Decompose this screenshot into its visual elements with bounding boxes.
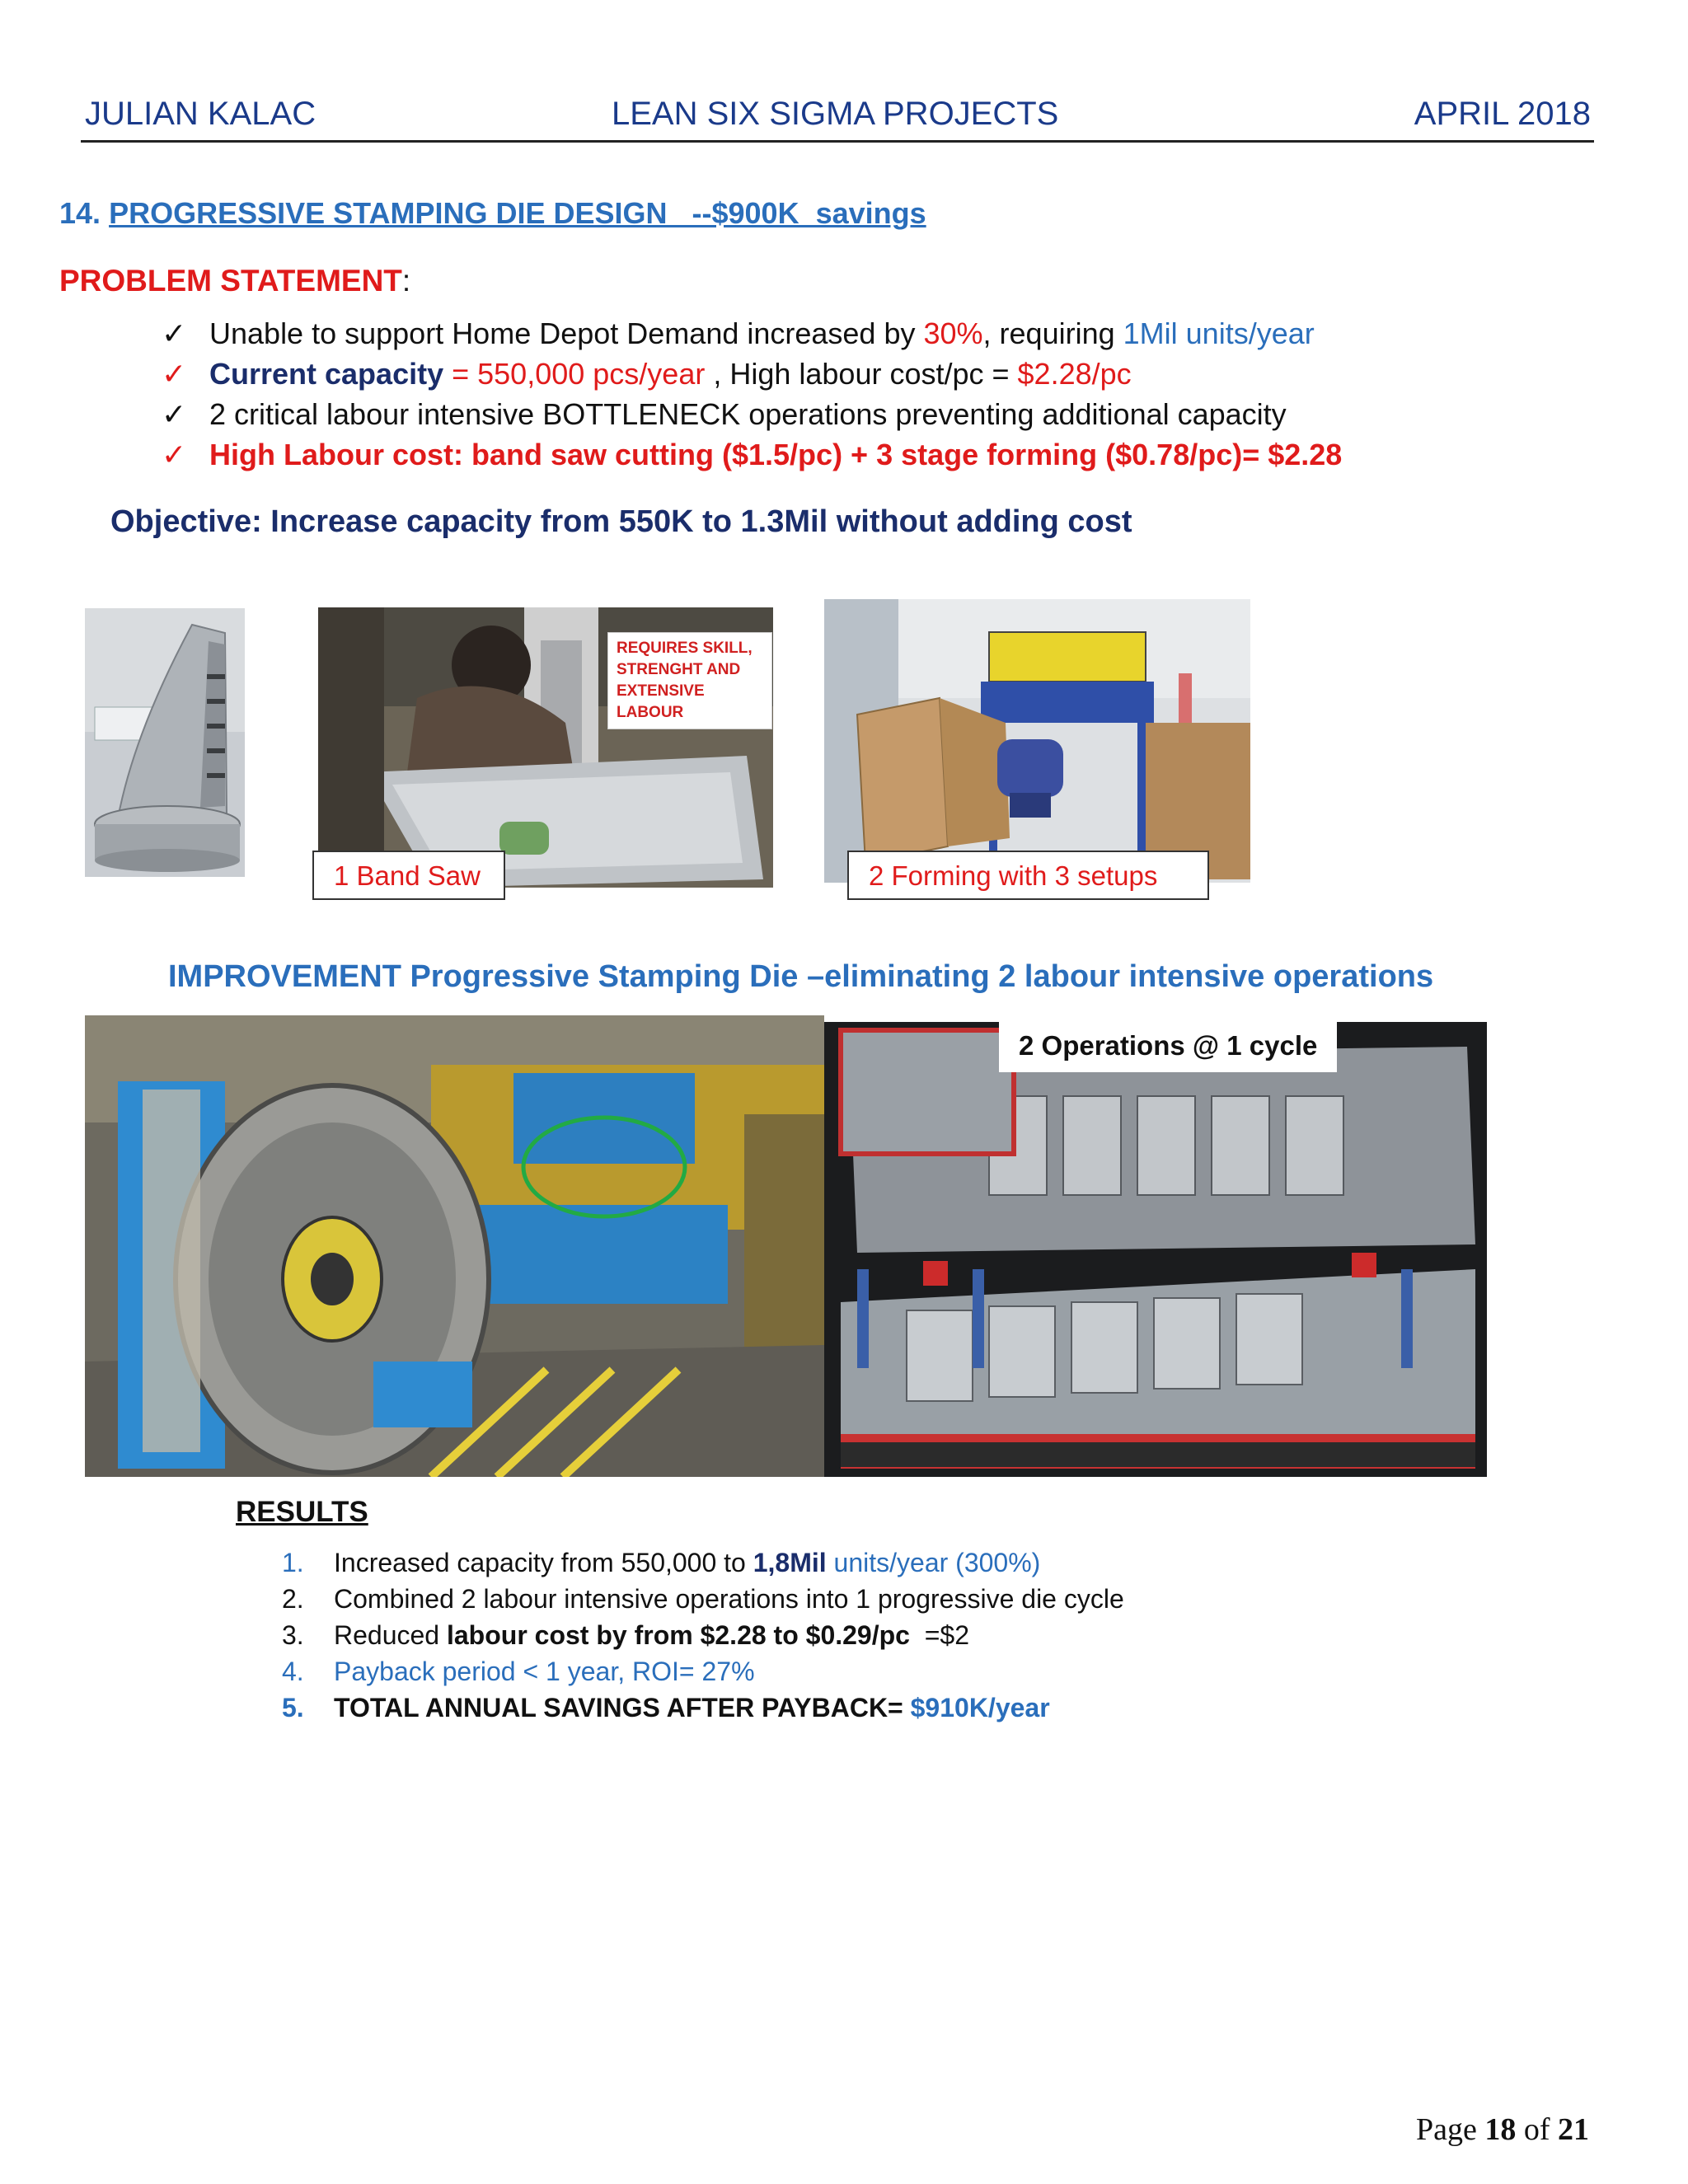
capacity-value: = 550,000 pcs/year (443, 357, 706, 391)
result-text: Payback period < 1 year, ROI= 27% (334, 1657, 755, 1686)
problem-text: Unable to support Home Depot Demand increased by (209, 316, 924, 350)
result-item (282, 1653, 1124, 1690)
checkmark-icon: ✓ (162, 438, 187, 471)
page-of: of (1516, 2112, 1558, 2147)
result-text: Combined 2 labour intensive operations into 1 progressive die cycle (334, 1584, 1124, 1614)
header-rule (81, 140, 1594, 143)
band-saw-caption: 1 Band Saw (312, 851, 505, 900)
result-item (282, 1544, 1124, 1581)
part-photo (85, 608, 245, 877)
problem-units: 1Mil units/year (1123, 316, 1315, 350)
checkmark-icon: ✓ (162, 316, 187, 350)
result-number: 1. (282, 1548, 304, 1577)
section-title-link: PROGRESSIVE STAMPING DIE DESIGN --$900K savings (109, 196, 926, 230)
result-item (282, 1690, 1124, 1726)
result-number: 3. (282, 1620, 304, 1650)
problem-list (162, 313, 1342, 475)
checkmark-icon: ✓ (162, 357, 187, 391)
result-number: 5. (282, 1693, 304, 1722)
problem-percent: 30% (923, 316, 983, 350)
operations-label: 2 Operations @ 1 cycle (999, 1019, 1337, 1072)
problem-text: 2 critical labour intensive BOTTLENECK operations preventing additional capacity (209, 397, 1287, 431)
problem-text: High Labour cost: band saw cutting ($1.5/pc) + 3 stage forming ($0.78/pc)= $2.28 (209, 438, 1343, 471)
skill-note (607, 632, 772, 729)
header-author: JULIAN KALAC (85, 96, 316, 132)
page-label: Page (1415, 2112, 1485, 2147)
forming-photo (824, 599, 1250, 883)
improvement-heading: IMPROVEMENT Progressive Stamping Die –eliminating 2 labour intensive operations (168, 959, 1434, 994)
result-text: units/year (300%) (826, 1548, 1041, 1577)
header-date: APRIL 2018 (1414, 96, 1591, 132)
results-heading: RESULTS (236, 1496, 368, 1528)
section-number: 14. (59, 196, 101, 230)
result-highlight: 1,8Mil (753, 1548, 827, 1577)
page-number (1416, 2111, 1589, 2148)
result-item (282, 1581, 1124, 1617)
objective: Objective: Increase capacity from 550K to 1.3Mil without adding cost (110, 504, 1132, 539)
result-text: Increased capacity from 550,000 to (334, 1548, 753, 1577)
forming-caption: 2 Forming with 3 setups (847, 851, 1209, 900)
result-number: 2. (282, 1584, 304, 1614)
checkmark-icon: ✓ (162, 397, 187, 431)
skill-note-line: STRENGHT AND (617, 661, 741, 678)
skill-note-line: EXTENSIVE LABOUR (617, 682, 705, 721)
result-item (282, 1617, 1124, 1653)
result-savings-value: $910K/year (910, 1693, 1050, 1722)
page-current: 18 (1484, 2112, 1517, 2147)
result-highlight: labour cost by from $2.28 to $0.29/pc (446, 1620, 910, 1650)
problem-item (162, 434, 1342, 475)
problem-heading-text: PROBLEM STATEMENT (59, 264, 402, 298)
result-text: =$2 (909, 1620, 970, 1650)
page-total: 21 (1558, 2112, 1589, 2147)
problem-item (162, 313, 1342, 354)
problem-item (162, 354, 1342, 394)
coil-line-photo (85, 1015, 824, 1477)
result-number: 4. (282, 1657, 304, 1686)
problem-text: , High labour cost/pc = (705, 357, 1018, 391)
die-photo (824, 1022, 1487, 1477)
section-title (59, 196, 926, 231)
capacity-label: Current capacity (209, 357, 444, 391)
problem-heading-colon: : (401, 264, 411, 298)
result-text: Reduced (334, 1620, 447, 1650)
header-title: LEAN SIX SIGMA PROJECTS (612, 96, 1059, 132)
cost-value: $2.28/pc (1017, 357, 1132, 391)
skill-note-line: REQUIRES SKILL, (617, 640, 753, 657)
problem-heading (59, 264, 410, 298)
problem-text: , requiring (982, 316, 1123, 350)
problem-item (162, 394, 1342, 434)
results-list (282, 1544, 1124, 1726)
result-highlight: TOTAL ANNUAL SAVINGS AFTER PAYBACK= (334, 1693, 911, 1722)
